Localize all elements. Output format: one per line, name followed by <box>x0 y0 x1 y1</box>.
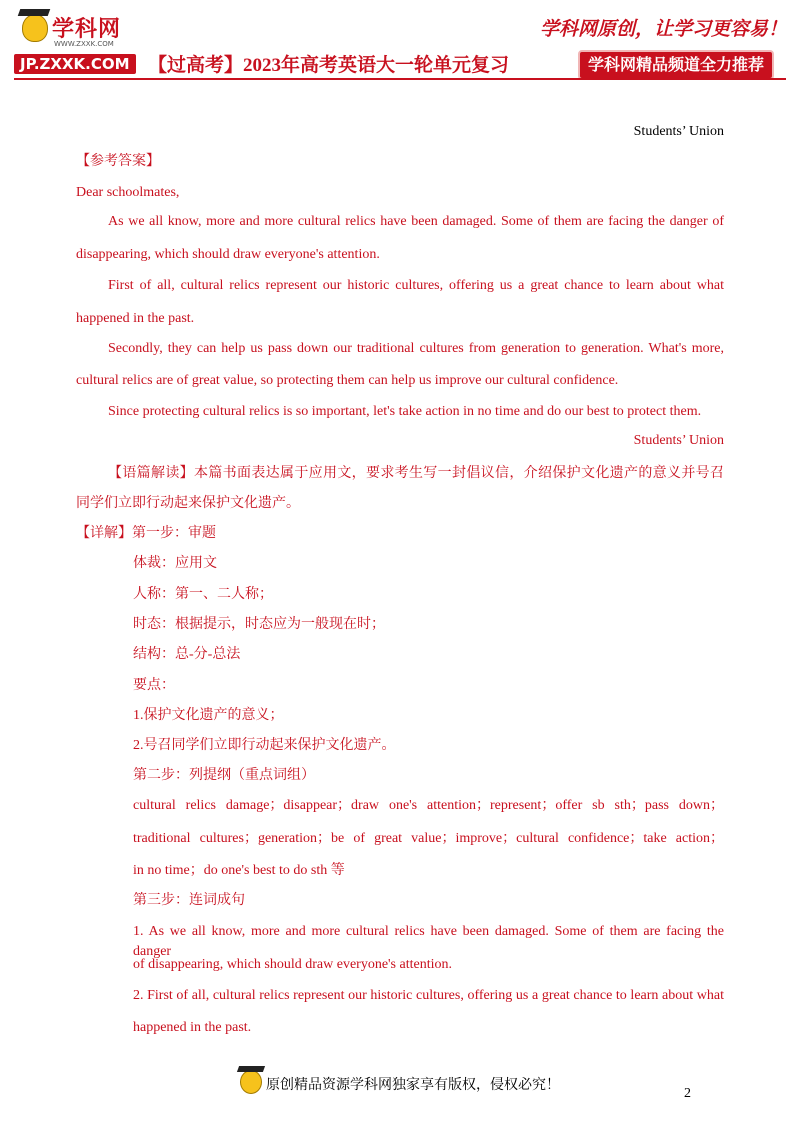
site-url-badge[interactable]: JP.ZXXK.COM <box>14 54 136 74</box>
paragraph-1-line-2: disappearing, which should draw everyone's attention. <box>76 247 380 262</box>
person-line: 人称：第一、二人称； <box>133 587 273 602</box>
page-header <box>0 0 800 80</box>
paragraph-4-line-1: Since protecting cultural relics is so important, let's take action in no time and do our best to protect them. <box>108 404 702 419</box>
header-divider <box>14 78 786 80</box>
mascot-icon <box>240 1070 262 1094</box>
logo-text: 学科网 <box>52 17 122 42</box>
genre-line: 体裁：应用文 <box>133 556 217 571</box>
mascot-icon <box>22 14 48 42</box>
phrases-line-3: in no time；do one's best to do sth 等 <box>133 863 345 878</box>
point-2: 2.号召同学们立即行动起来保护文化遗产。 <box>133 738 396 753</box>
page-number: 2 <box>684 1086 691 1101</box>
sentence-1-line-2: of disappearing, which should draw everyone's attention. <box>133 957 452 972</box>
logo-url: WWW.ZXXK.COM <box>54 40 114 48</box>
site-logo[interactable] <box>14 10 144 50</box>
signature-top: Students’ Union <box>633 124 724 139</box>
paragraph-2-line-2: happened in the past. <box>76 311 195 326</box>
analysis-line-1: 【语篇解读】本篇书面表达属于应用文，要求考生写一封倡议信，介绍保护文化遗产的意义并号召 <box>108 466 724 481</box>
sentence-2-line-2: happened in the past. <box>133 1020 252 1035</box>
letter-signature: Students’ Union <box>633 433 724 448</box>
phrases-line-1: cultural relics damage；disappear；draw one's attention；represent；offer sb sth；pass down； <box>133 798 724 813</box>
document-title: 【过高考】2023年高考英语大一轮单元复习 <box>148 55 510 76</box>
step-3-heading: 第三步：连词成句 <box>133 893 245 908</box>
paragraph-3-line-2: cultural relics are of great value, so protecting them can help us improve our cultural confidence. <box>76 373 619 388</box>
tense-line: 时态：根据提示，时态应为一般现在时； <box>133 617 385 632</box>
analysis-line-2: 同学们立即行动起来保护文化遗产。 <box>76 496 300 511</box>
detail-heading: 【详解】第一步：审题 <box>76 526 216 541</box>
phrases-line-2: traditional cultures；generation；be of great value；improve；cultural confidence；take action； <box>133 831 724 846</box>
sentence-1-line-1: 1. As we all know, more and more cultural relics have been damaged. Some of them are facing the danger <box>133 924 724 959</box>
sentence-2-line-1: 2. First of all, cultural relics represent our historic cultures, offering us a great chance to learn about what <box>133 988 724 1003</box>
step-2-heading: 第二步：列提纲（重点词组） <box>133 768 315 783</box>
points-heading: 要点： <box>133 678 175 693</box>
answer-heading: 【参考答案】 <box>76 154 160 169</box>
point-1: 1.保护文化遗产的意义； <box>133 708 284 723</box>
letter-greeting: Dear schoolmates, <box>76 185 180 200</box>
structure-line: 结构：总-分-总法 <box>133 647 241 662</box>
paragraph-3-line-1: Secondly, they can help us pass down our traditional cultures from generation to generation. What's more, <box>108 341 724 356</box>
slogan: 学科网原创，让学习更容易！ <box>540 19 788 40</box>
paragraph-1-line-1: As we all know, more and more cultural relics have been damaged. Some of them are facing the danger of <box>108 214 724 229</box>
recommend-badge: 学科网精品频道全力推荐 <box>578 50 774 80</box>
copyright-notice: 原创精品资源学科网独家享有版权，侵权必究！ <box>266 1078 560 1093</box>
paragraph-2-line-1: First of all, cultural relics represent our historic cultures, offering us a great chance to learn about what <box>108 278 724 293</box>
